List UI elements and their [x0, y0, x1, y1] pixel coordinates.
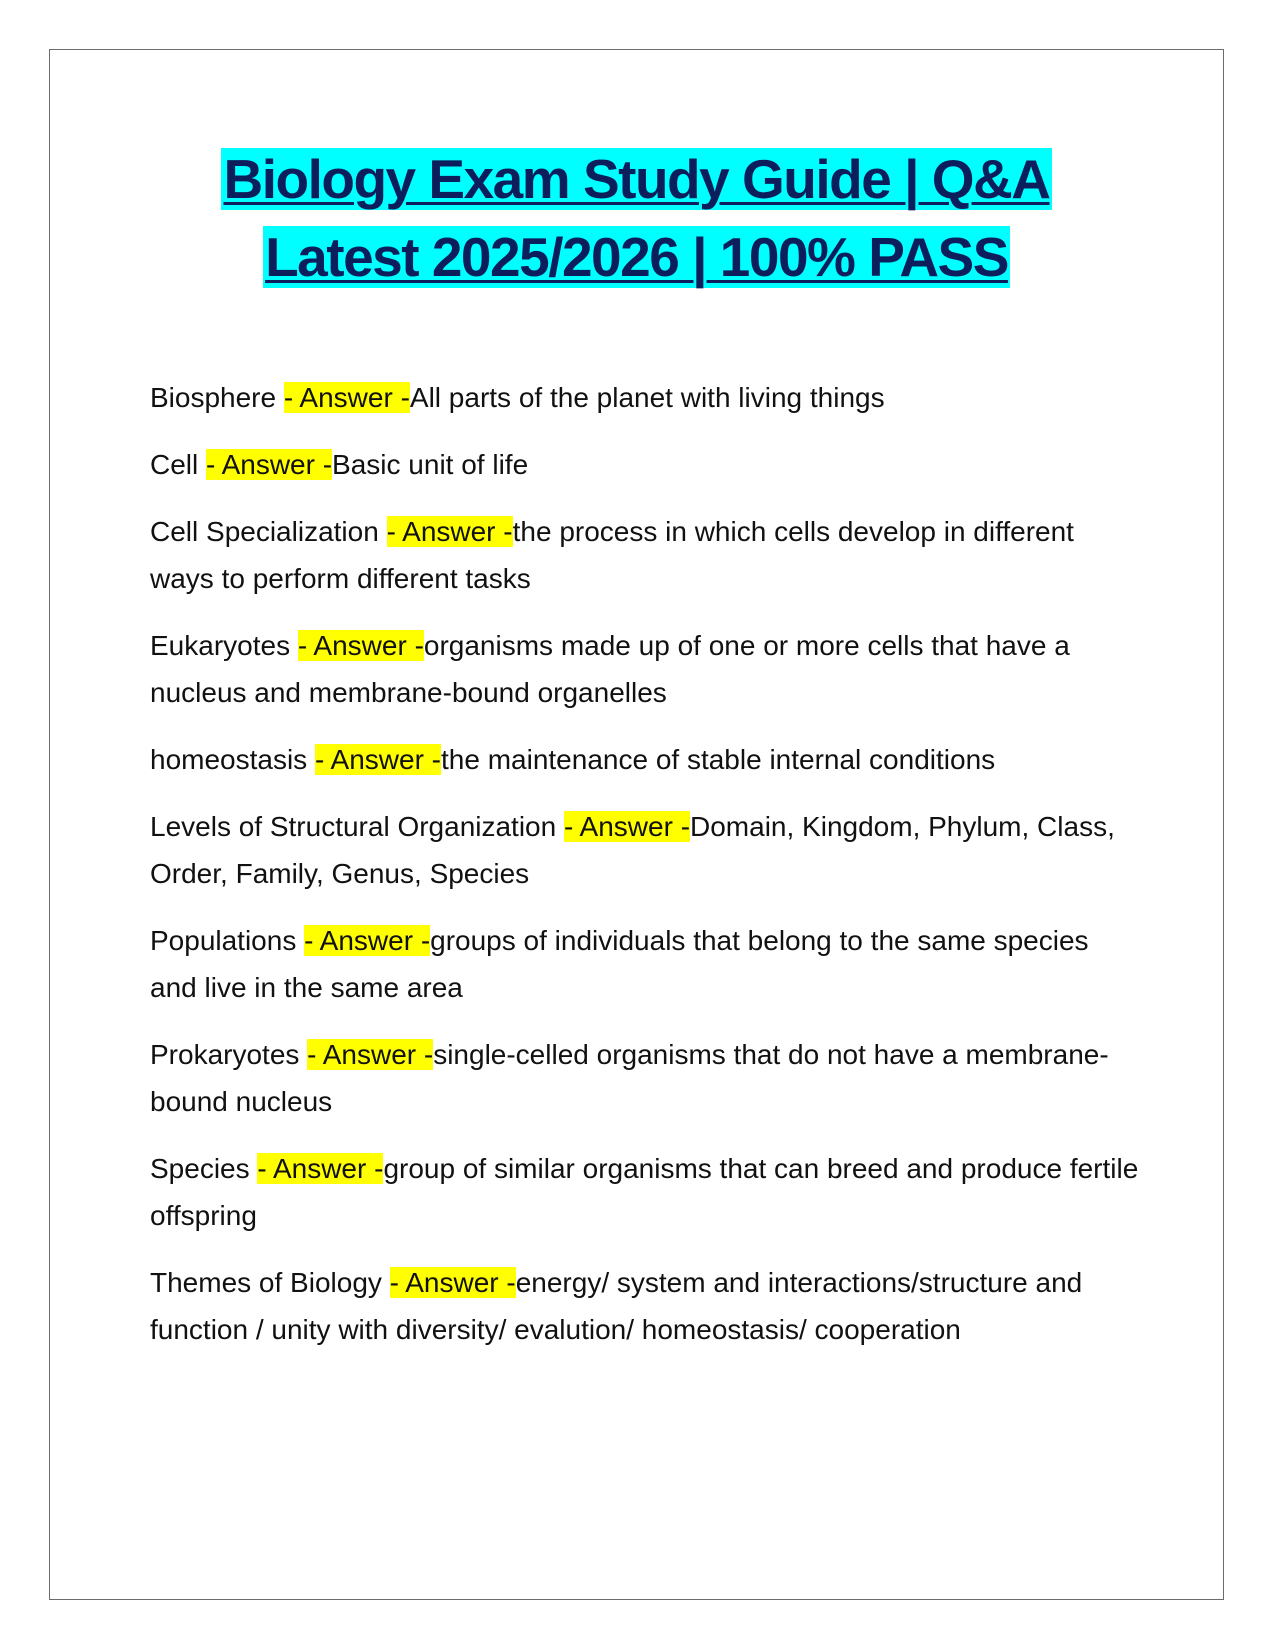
qa-item-cell — [150, 441, 1140, 488]
qa-item-biosphere — [150, 374, 1140, 421]
answer-label: - Answer - — [283, 382, 410, 413]
qa-item-homeostasis — [150, 736, 1140, 783]
qa-list — [150, 374, 1140, 1373]
qa-term: Populations — [150, 925, 305, 956]
answer-label: - Answer - — [314, 744, 441, 775]
answer-label: - Answer - — [206, 449, 333, 480]
qa-term: Cell — [150, 449, 207, 480]
qa-definition: group of similar organisms that can breed and produce fertile offspring — [150, 1153, 1139, 1231]
answer-label: - Answer - — [307, 1039, 434, 1070]
qa-definition: Domain, Kingdom, Phylum, Class, Order, Family, Genus, Species — [150, 811, 1115, 889]
qa-item-levels-of-structural-organization — [150, 803, 1140, 897]
answer-label: - Answer - — [297, 630, 424, 661]
qa-item-prokaryotes — [150, 1031, 1140, 1125]
answer-label: - Answer - — [563, 811, 691, 842]
qa-definition: organisms made up of one or more cells that have a nucleus and membrane-bound organelles — [150, 630, 1070, 708]
qa-item-themes-of-biology — [150, 1259, 1140, 1353]
qa-item-eukaryotes — [150, 622, 1140, 716]
answer-label: - Answer - — [386, 516, 513, 547]
qa-definition: the maintenance of stable internal conditions — [441, 744, 996, 775]
title-line-1: Biology Exam Study Guide | Q&A — [223, 148, 1050, 210]
title-line-2: Latest 2025/2026 | 100% PASS — [265, 226, 1008, 288]
qa-term: Prokaryotes — [150, 1039, 308, 1070]
qa-definition: the process in which cells develop in different ways to perform different tasks — [150, 516, 1074, 594]
qa-definition: energy/ system and interactions/structure and function / unity with diversity/ evalution/ homeostasis/ cooperation — [150, 1267, 1083, 1345]
qa-term: Cell Specialization — [150, 516, 387, 547]
qa-item-species — [150, 1145, 1140, 1239]
qa-definition: Basic unit of life — [332, 449, 529, 480]
qa-term: Themes of Biology — [150, 1267, 390, 1298]
document-title — [49, 140, 1224, 296]
qa-term: homeostasis — [150, 744, 315, 775]
qa-term: Eukaryotes — [150, 630, 298, 661]
qa-term: Species — [150, 1153, 258, 1184]
qa-item-cell-specialization — [150, 508, 1140, 602]
qa-term: Levels of Structural Organization — [150, 811, 564, 842]
answer-label: - Answer - — [304, 925, 431, 956]
answer-label: - Answer - — [257, 1153, 384, 1184]
answer-label: - Answer - — [389, 1267, 516, 1298]
qa-definition: single-celled organisms that do not have a membrane-bound nucleus — [150, 1039, 1109, 1117]
qa-definition: All parts of the planet with living things — [409, 382, 885, 413]
qa-item-populations — [150, 917, 1140, 1011]
qa-term: Biosphere — [150, 382, 284, 413]
qa-definition: groups of individuals that belong to the same species and live in the same area — [150, 925, 1089, 1003]
